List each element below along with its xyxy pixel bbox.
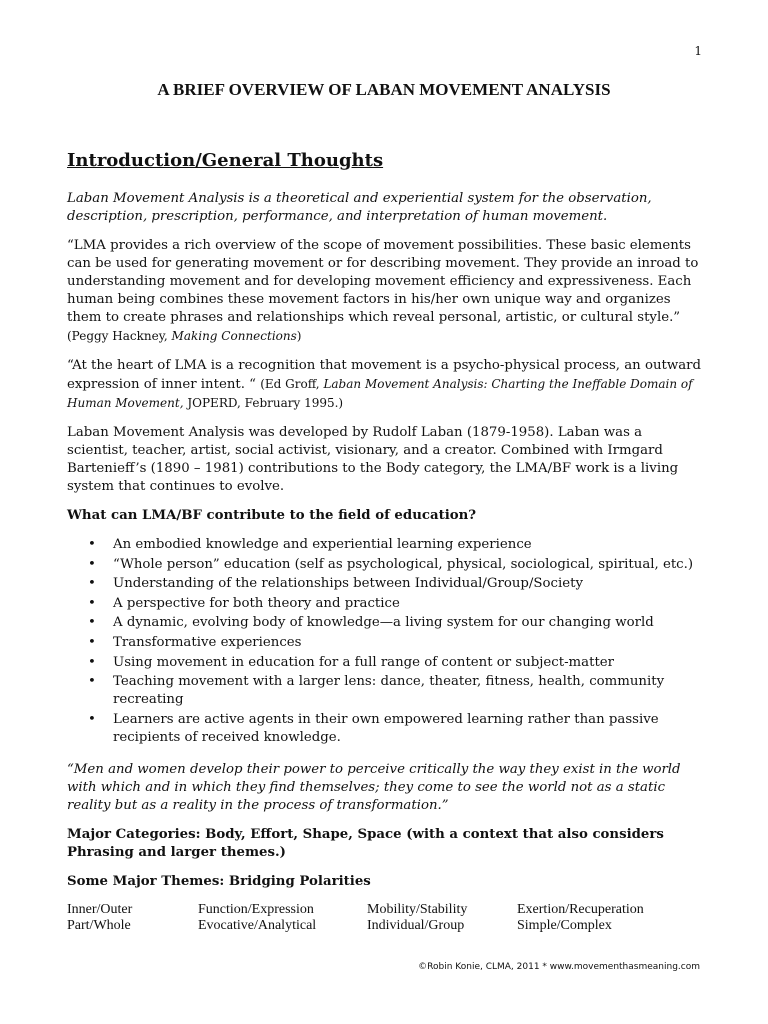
- themes-grid: [67, 902, 707, 934]
- list-item: • A perspective for both theory and practice: [67, 595, 707, 613]
- history-paragraph: Laban Movement Analysis was developed by Rudolf Laban (1879-1958). Laban was a scientist, teacher, artist, social activist, visionary, and a creator. Combined with Irmgard Bartenieff’s (1890 – 1981) contributions to the Body category, the LMA/BF work is a living system that continues to evolve.: [67, 425, 679, 494]
- groff-quote-text: “At the heart of LMA is a recognition that movement is a psycho-physical process, an outward expression of inner intent. “: [67, 358, 702, 392]
- hackney-quote: [67, 237, 707, 346]
- list-item: • “Whole person” education (self as psychological, physical, sociological, spiritual, etc.): [67, 556, 707, 574]
- document-body: [67, 190, 707, 934]
- list-item: • Using movement in education for a full range of content or subject-matter: [67, 654, 707, 672]
- theme-cell: Mobility/Stability: [367, 901, 468, 917]
- groff-quote: [67, 357, 707, 413]
- hackney-quote-text: “LMA provides a rich overview of the scope of movement possibilities. These basic elements can be used for generating movement or for describing movement. They provide an inroad to understanding movement and for developing movement efficiency and expressiveness. Each human being combines these movement factors in his/her own unique way and organizes them to create phrases and relationships which reveal personal, artistic, or cultural style.”: [67, 238, 699, 325]
- education-question: What can LMA/BF contribute to the field of education?: [67, 508, 477, 523]
- education-bullet-list: [67, 536, 707, 747]
- list-item: • Understanding of the relationships between Individual/Group/Society: [67, 575, 707, 593]
- list-item: • A dynamic, evolving body of knowledge—a living system for our changing world: [67, 614, 707, 632]
- hackney-citation: [67, 329, 301, 343]
- groff-cite-prefix: (Ed Groff,: [260, 377, 324, 391]
- groff-cite-suffix: JOPERD, February 1995.): [183, 396, 344, 410]
- list-item: • Transformative experiences: [67, 634, 707, 652]
- page-number: 1: [694, 44, 702, 58]
- section-heading: Introduction/General Thoughts: [67, 150, 384, 171]
- freire-quote: “Men and women develop their power to perceive critically the way they exist in the world with which and in which they find themselves; they come to see the world not as a static reality but as a reality in the process of transformation.”: [67, 761, 681, 813]
- hackney-cite-prefix: (Peggy Hackney,: [67, 329, 172, 343]
- theme-cell: Evocative/Analytical: [198, 917, 317, 933]
- footer-copyright: ©Robin Konie, CLMA, 2011 * www.movementhasmeaning.com: [418, 962, 700, 972]
- theme-cell: Inner/Outer: [67, 901, 133, 917]
- theme-cell: Part/Whole: [67, 917, 131, 933]
- major-categories: Major Categories: Body, Effort, Shape, Space (with a context that also considers Phrasing and larger themes.): [67, 826, 664, 860]
- theme-cell: Exertion/Recuperation: [517, 901, 644, 917]
- definition-paragraph: Laban Movement Analysis is a theoretical and experiential system for the observation, description, prescription, performance, and interpretation of human movement.: [67, 191, 652, 224]
- document-title: A BRIEF OVERVIEW OF LABAN MOVEMENT ANALYSIS: [157, 80, 611, 99]
- theme-cell: Function/Expression: [198, 901, 314, 917]
- hackney-cite-suffix: ): [296, 329, 302, 343]
- list-item: • Learners are active agents in their own empowered learning rather than passive recipients of received knowledge.: [67, 711, 707, 747]
- theme-cell: Individual/Group: [367, 917, 465, 933]
- groff-cite-title: Laban Movement Analysis: Charting the Ineffable Domain of Human Movement,: [67, 377, 693, 410]
- list-item: • An embodied knowledge and experiential learning experience: [67, 536, 707, 554]
- list-item: • Teaching movement with a larger lens: dance, theater, fitness, health, community recreating: [67, 673, 707, 709]
- hackney-cite-title: Making Connections: [171, 329, 297, 343]
- themes-heading: Some Major Themes: Bridging Polarities: [67, 873, 371, 889]
- theme-cell: Simple/Complex: [517, 917, 612, 933]
